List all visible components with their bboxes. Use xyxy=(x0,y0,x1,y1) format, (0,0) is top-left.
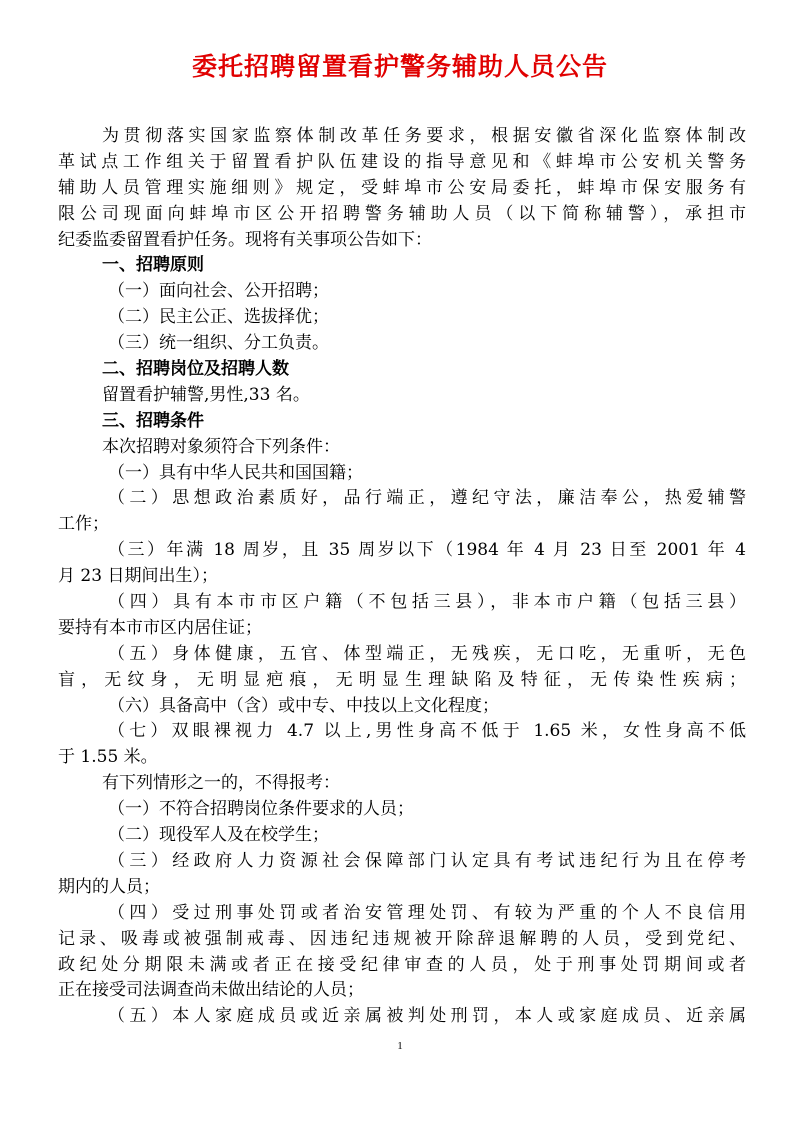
paragraph-line: 本次招聘对象须符合下列条件： xyxy=(102,436,340,457)
list-item: （一）具有中华人民共和国国籍； xyxy=(108,462,363,483)
list-item: （三）年满 18 周岁，且 35 周岁以下（1984 年 4 月 23 日至 2001 年 4 xyxy=(108,540,746,561)
paragraph-line: 有下列情形之一的，不得报考： xyxy=(102,773,340,794)
list-item-continuation: 月 23 日期间出生）； xyxy=(58,566,218,587)
list-item: （一）面向社会、公开招聘； xyxy=(108,281,329,302)
list-item: （五）本人家庭成员或近亲属被判处刑罚，本人或家庭成员、近亲属 xyxy=(108,1006,746,1027)
list-item-continuation: 盲，无纹身，无明显疤痕，无明显生理缺陷及特征，无传染性疾病； xyxy=(58,669,746,690)
list-item: （二）现役军人及在校学生； xyxy=(108,825,329,846)
list-item-continuation: 工作； xyxy=(58,514,109,535)
list-item: （四）具有本市市区户籍（不包括三县），非本市户籍（包括三县） xyxy=(108,592,746,613)
list-item: （一）不符合招聘岗位条件要求的人员； xyxy=(108,799,414,820)
list-item-continuation: 记录、吸毒或被强制戒毒、因违纪违规被开除辞退解聘的人员，受到党纪、 xyxy=(58,928,746,949)
paragraph-line: 辅助人员管理实施细则》规定，受蚌埠市公安局委托，蚌埠市保安服务有 xyxy=(58,177,746,198)
list-item: （七）双眼裸视力 4.7 以上,男性身高不低于 1.65 米，女性身高不低 xyxy=(108,721,746,742)
list-item: （五）身体健康，五官、体型端正，无残疾，无口吃，无重听，无色 xyxy=(108,643,746,664)
list-item-continuation: 要持有本市市区内居住证； xyxy=(58,617,262,638)
list-item: （六）具备高中（含）或中专、中技以上文化程度； xyxy=(108,695,499,716)
document-title: 委托招聘留置看护警务辅助人员公告 xyxy=(191,52,608,81)
section-heading: 二、招聘岗位及招聘人数 xyxy=(102,359,289,380)
paragraph-line: 革试点工作组关于留置看护队伍建设的指导意见和《蚌埠市公安机关警务 xyxy=(58,151,746,172)
paragraph-line: 留置看护辅警,男性,33 名。 xyxy=(102,384,310,405)
page-number: 1 xyxy=(397,1040,403,1052)
document-body xyxy=(58,124,746,1030)
list-item: （三）经政府人力资源社会保障部门认定具有考试违纪行为且在停考 xyxy=(108,850,746,871)
paragraph-line: 限公司现面向蚌埠市区公开招聘警务辅助人员（以下简称辅警），承担市 xyxy=(58,203,746,224)
section-heading: 三、招聘条件 xyxy=(102,410,204,431)
section-heading: 一、招聘原则 xyxy=(102,255,204,276)
list-item: （三）统一组织、分工负责。 xyxy=(108,333,329,354)
list-item: （二）思想政治素质好，品行端正，遵纪守法，廉洁奉公，热爱辅警 xyxy=(108,488,746,509)
paragraph-line: 为贯彻落实国家监察体制改革任务要求，根据安徽省深化监察体制改 xyxy=(102,126,746,146)
list-item: （四）受过刑事处罚或者治安管理处罚、有较为严重的个人不良信用 xyxy=(108,902,746,923)
list-item-continuation: 于 1.55 米。 xyxy=(58,747,158,768)
list-item-continuation: 正在接受司法调查尚未做出结论的人员； xyxy=(58,980,364,1001)
paragraph-line: 纪委监委留置看护任务。现将有关事项公告如下： xyxy=(58,229,432,250)
list-item-continuation: 政纪处分期限未满或者正在接受纪律审查的人员，处于刑事处罚期间或者 xyxy=(58,954,746,975)
list-item-continuation: 期内的人员； xyxy=(58,876,160,897)
list-item: （二）民主公正、选拔择优； xyxy=(108,307,329,328)
